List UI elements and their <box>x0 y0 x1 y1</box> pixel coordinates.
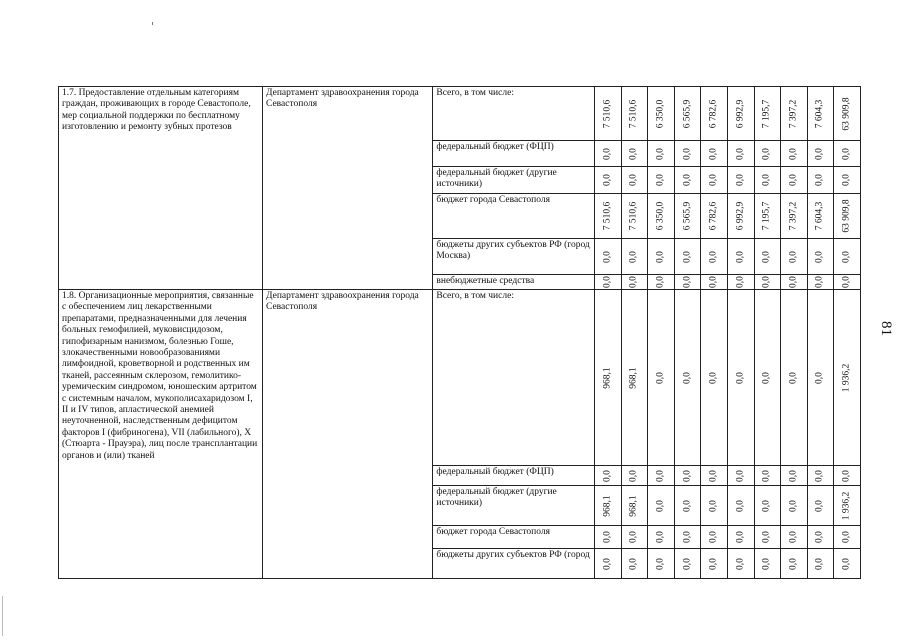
amount-cell <box>727 290 754 466</box>
amount-cell <box>727 239 754 275</box>
funding-source-cell: бюджеты других субъектов РФ (город Москва) <box>433 239 595 275</box>
amount-value: 0,0 <box>708 147 719 160</box>
amount-value: 7 510,6 <box>628 99 639 128</box>
amount-value: 0,0 <box>761 174 772 186</box>
amount-cell <box>595 526 622 549</box>
funding-source-cell: Всего, в том числе: <box>433 87 595 141</box>
amount-cell <box>595 239 622 275</box>
amount-cell <box>674 526 701 549</box>
amount-value: 0,0 <box>681 557 692 570</box>
amount-value: 0,0 <box>841 147 852 160</box>
amount-cell <box>701 141 728 167</box>
amount-cell <box>807 141 834 167</box>
amount-cell <box>727 87 754 141</box>
amount-cell <box>781 275 808 290</box>
amount-value: 0,0 <box>628 250 639 263</box>
amount-value: 0,0 <box>602 531 613 543</box>
amount-cell <box>595 290 622 466</box>
amount-cell <box>727 275 754 290</box>
amount-value: 0,0 <box>735 557 746 570</box>
amount-cell <box>701 290 728 466</box>
amount-cell <box>727 194 754 239</box>
amount-value: 0,0 <box>681 531 692 543</box>
amount-value: 0,0 <box>708 276 719 288</box>
amount-value: 0,0 <box>708 469 719 482</box>
amount-value: 0,0 <box>761 531 772 543</box>
amount-value: 6 782,6 <box>708 201 719 231</box>
amount-cell <box>754 526 781 549</box>
amount-cell <box>621 290 648 466</box>
amount-cell <box>781 290 808 466</box>
amount-cell <box>701 194 728 239</box>
amount-cell <box>621 141 648 167</box>
amount-cell <box>674 486 701 526</box>
amount-cell <box>648 526 675 549</box>
amount-value: 0,0 <box>628 531 639 543</box>
amount-value: 0,0 <box>761 371 772 384</box>
amount-cell <box>621 239 648 275</box>
amount-value: 0,0 <box>735 276 746 288</box>
amount-cell <box>807 87 834 141</box>
amount-value: 0,0 <box>814 147 825 160</box>
amount-value: 0,0 <box>602 147 613 160</box>
scan-edge-mark <box>2 596 3 636</box>
amount-value: 0,0 <box>655 250 666 263</box>
amount-value: 0,0 <box>788 147 799 160</box>
amount-cell <box>595 167 622 194</box>
amount-cell <box>754 239 781 275</box>
amount-cell <box>621 167 648 194</box>
amount-cell <box>807 239 834 275</box>
amount-value: 6 565,9 <box>681 201 692 231</box>
amount-value: 0,0 <box>681 250 692 263</box>
amount-cell <box>807 275 834 290</box>
amount-value: 0,0 <box>814 557 825 570</box>
amount-cell <box>834 194 861 239</box>
amount-value: 0,0 <box>761 147 772 160</box>
amount-cell <box>754 290 781 466</box>
amount-cell <box>754 194 781 239</box>
amount-value: 0,0 <box>841 531 852 543</box>
amount-cell <box>781 239 808 275</box>
amount-value: 6 782,6 <box>708 99 719 128</box>
amount-value: 0,0 <box>602 250 613 263</box>
amount-cell <box>727 167 754 194</box>
amount-value: 7 397,2 <box>788 201 799 231</box>
funding-table <box>58 86 861 579</box>
amount-cell <box>834 141 861 167</box>
amount-value: 7 510,6 <box>602 99 613 128</box>
amount-value: 0,0 <box>681 499 692 512</box>
amount-cell <box>648 290 675 466</box>
amount-value: 0,0 <box>681 469 692 482</box>
amount-value: 0,0 <box>814 469 825 482</box>
amount-value: 0,0 <box>602 174 613 186</box>
amount-value: 0,0 <box>841 276 852 288</box>
amount-cell <box>781 87 808 141</box>
amount-cell <box>621 194 648 239</box>
amount-value: 6 350,0 <box>655 201 666 231</box>
amount-cell <box>648 549 675 579</box>
amount-cell <box>834 87 861 141</box>
amount-cell <box>834 526 861 549</box>
amount-value: 0,0 <box>735 469 746 482</box>
amount-value: 0,0 <box>761 499 772 512</box>
amount-cell <box>807 549 834 579</box>
amount-value: 0,0 <box>628 147 639 160</box>
amount-cell <box>701 275 728 290</box>
amount-value: 63 909,8 <box>841 96 852 131</box>
amount-value: 6 992,9 <box>735 99 746 128</box>
funding-source-cell: Всего, в том числе: <box>433 290 595 466</box>
amount-value: 0,0 <box>681 174 692 186</box>
funding-source-cell: внебюджетные средства <box>433 275 595 290</box>
amount-cell <box>595 141 622 167</box>
amount-value: 0,0 <box>735 250 746 263</box>
amount-cell <box>648 87 675 141</box>
amount-cell <box>781 526 808 549</box>
amount-value: 1 936,2 <box>841 491 852 520</box>
amount-cell <box>754 87 781 141</box>
amount-value: 0,0 <box>708 250 719 263</box>
amount-value: 0,0 <box>735 174 746 186</box>
amount-cell <box>781 466 808 486</box>
amount-value: 0,0 <box>735 371 746 384</box>
amount-value: 0,0 <box>681 276 692 288</box>
amount-value: 0,0 <box>735 499 746 512</box>
amount-cell <box>807 194 834 239</box>
amount-cell <box>834 486 861 526</box>
amount-value: 968,1 <box>602 494 613 517</box>
funding-source-cell: федеральный бюджет (другие источники) <box>433 486 595 526</box>
amount-value: 0,0 <box>788 557 799 570</box>
amount-value: 0,0 <box>708 371 719 384</box>
amount-cell <box>834 167 861 194</box>
amount-cell <box>701 526 728 549</box>
amount-value: 0,0 <box>655 276 666 288</box>
amount-value: 0,0 <box>655 531 666 543</box>
amount-value: 0,0 <box>788 371 799 384</box>
amount-value: 0,0 <box>735 147 746 160</box>
amount-value: 0,0 <box>814 531 825 543</box>
amount-cell <box>727 141 754 167</box>
amount-value: 0,0 <box>841 469 852 482</box>
amount-cell <box>595 194 622 239</box>
amount-value: 7 397,2 <box>788 99 799 128</box>
amount-value: 0,0 <box>841 557 852 570</box>
measure-name-cell: 1.8. Организационные мероприятия, связанные с обеспечением лиц лекарственными препаратами, предназначенными для лечения больных гемофилией, муковисцидозом, гипофизарным нанизмом, болезнью Гоше, злокачественными новообразованиями лимфоидной, кроветворной и родственных им тканей, рассеянным склерозом, гемолитико-уремическим синдромом, юношеским артритом с системным началом, мукополисахаридозом I, II и IV типов, апластической анемией неуточненной, наследственным дефицитом факторов I (фибриногена), VII (лабильного), X (Стюарта - Прауэра), лиц после трансплантации органов и (или) тканей <box>59 290 263 579</box>
amount-value: 0,0 <box>708 499 719 512</box>
amount-value: 0,0 <box>628 557 639 570</box>
amount-cell <box>674 466 701 486</box>
amount-cell <box>701 167 728 194</box>
amount-cell <box>781 141 808 167</box>
amount-cell <box>674 87 701 141</box>
amount-value: 0,0 <box>708 557 719 570</box>
amount-cell <box>727 526 754 549</box>
amount-cell <box>727 549 754 579</box>
amount-cell <box>648 194 675 239</box>
amount-cell <box>754 167 781 194</box>
amount-value: 968,1 <box>628 494 639 517</box>
amount-cell <box>754 486 781 526</box>
amount-cell <box>648 141 675 167</box>
measure-name-cell: 1.7. Предоставление отдельным категориям граждан, проживающих в городе Севастополе, мер социальной поддержки по бесплатному изготовлению и ремонту зубных протезов <box>59 87 263 290</box>
amount-value: 63 909,8 <box>841 199 852 233</box>
amount-value: 968,1 <box>628 366 639 389</box>
amount-value: 0,0 <box>655 174 666 186</box>
amount-cell <box>648 239 675 275</box>
amount-value: 1 936,2 <box>841 363 852 392</box>
table-row <box>59 290 861 466</box>
amount-cell <box>595 275 622 290</box>
page-number: 81 <box>878 321 894 336</box>
amount-value: 0,0 <box>788 174 799 186</box>
amount-cell <box>621 275 648 290</box>
amount-cell <box>754 275 781 290</box>
amount-cell <box>754 141 781 167</box>
amount-cell <box>781 549 808 579</box>
amount-value: 0,0 <box>788 250 799 263</box>
amount-value: 0,0 <box>814 499 825 512</box>
amount-cell <box>595 466 622 486</box>
funding-source-cell: федеральный бюджет (другие источники) <box>433 167 595 194</box>
amount-cell <box>834 466 861 486</box>
amount-cell <box>701 87 728 141</box>
amount-cell <box>621 549 648 579</box>
amount-cell <box>621 87 648 141</box>
amount-cell <box>674 167 701 194</box>
amount-cell <box>834 275 861 290</box>
amount-cell <box>781 486 808 526</box>
amount-cell <box>754 466 781 486</box>
executor-cell: Департамент здравоохранения города Севастополя <box>263 87 433 290</box>
amount-value: 0,0 <box>814 174 825 186</box>
amount-value: 7 604,3 <box>814 99 825 128</box>
amount-value: 0,0 <box>788 469 799 482</box>
amount-value: 0,0 <box>602 557 613 570</box>
amount-cell <box>674 141 701 167</box>
amount-value: 0,0 <box>655 147 666 160</box>
amount-cell <box>648 486 675 526</box>
amount-cell <box>834 290 861 466</box>
amount-cell <box>727 486 754 526</box>
amount-cell <box>701 486 728 526</box>
amount-value: 968,1 <box>602 366 613 389</box>
amount-value: 7 510,6 <box>602 201 613 231</box>
amount-cell <box>674 194 701 239</box>
amount-value: 0,0 <box>788 276 799 288</box>
amount-cell <box>648 466 675 486</box>
amount-cell <box>648 275 675 290</box>
amount-value: 0,0 <box>602 276 613 288</box>
amount-cell <box>701 239 728 275</box>
amount-cell <box>781 194 808 239</box>
amount-value: 0,0 <box>814 276 825 288</box>
amount-value: 0,0 <box>761 557 772 570</box>
amount-value: 0,0 <box>814 371 825 384</box>
table-row <box>59 87 861 141</box>
amount-value: 7 195,7 <box>761 99 772 128</box>
amount-value: 0,0 <box>788 531 799 543</box>
amount-value: 6 350,0 <box>655 99 666 128</box>
amount-value: 0,0 <box>628 276 639 288</box>
amount-value: 0,0 <box>681 371 692 384</box>
amount-value: 0,0 <box>841 250 852 263</box>
amount-value: 7 195,7 <box>761 201 772 231</box>
amount-cell <box>621 526 648 549</box>
amount-value: 6 565,9 <box>681 99 692 128</box>
funding-source-cell: бюджет города Севастополя <box>433 194 595 239</box>
amount-cell <box>595 486 622 526</box>
amount-cell <box>807 290 834 466</box>
amount-value: 0,0 <box>655 469 666 482</box>
amount-value: 0,0 <box>735 531 746 543</box>
amount-value: 0,0 <box>761 469 772 482</box>
executor-cell: Департамент здравоохранения города Севастополя <box>263 290 433 579</box>
amount-cell <box>807 526 834 549</box>
amount-value: 0,0 <box>628 469 639 482</box>
amount-value: 0,0 <box>708 174 719 186</box>
amount-cell <box>807 466 834 486</box>
amount-value: 0,0 <box>602 469 613 482</box>
amount-cell <box>754 549 781 579</box>
amount-cell <box>621 466 648 486</box>
amount-cell <box>674 290 701 466</box>
amount-cell <box>807 167 834 194</box>
amount-value: 0,0 <box>681 147 692 160</box>
amount-cell <box>674 275 701 290</box>
amount-value: 0,0 <box>655 371 666 384</box>
funding-source-cell: федеральный бюджет (ФЦП) <box>433 466 595 486</box>
amount-value: 0,0 <box>628 174 639 186</box>
amount-value: 0,0 <box>814 250 825 263</box>
amount-value: 7 510,6 <box>628 201 639 231</box>
amount-cell <box>674 549 701 579</box>
amount-cell <box>621 486 648 526</box>
amount-value: 0,0 <box>788 499 799 512</box>
funding-source-cell: бюджеты других субъектов РФ (город <box>433 549 595 579</box>
amount-cell <box>807 486 834 526</box>
amount-value: 0,0 <box>708 531 719 543</box>
amount-cell <box>701 466 728 486</box>
amount-value: 0,0 <box>841 174 852 186</box>
amount-cell <box>674 239 701 275</box>
amount-cell <box>595 549 622 579</box>
amount-value: 7 604,3 <box>814 201 825 231</box>
funding-source-cell: бюджет города Севастополя <box>433 526 595 549</box>
amount-cell <box>701 549 728 579</box>
amount-cell <box>834 239 861 275</box>
amount-value: 0,0 <box>655 557 666 570</box>
amount-value: 0,0 <box>761 250 772 263</box>
funding-source-cell: федеральный бюджет (ФЦП) <box>433 141 595 167</box>
amount-value: 0,0 <box>655 499 666 512</box>
amount-cell <box>781 167 808 194</box>
amount-value: 6 992,9 <box>735 201 746 231</box>
amount-cell <box>727 466 754 486</box>
amount-cell <box>648 167 675 194</box>
amount-cell <box>595 87 622 141</box>
amount-cell <box>834 549 861 579</box>
amount-value: 0,0 <box>761 276 772 288</box>
scan-mark <box>152 22 153 25</box>
